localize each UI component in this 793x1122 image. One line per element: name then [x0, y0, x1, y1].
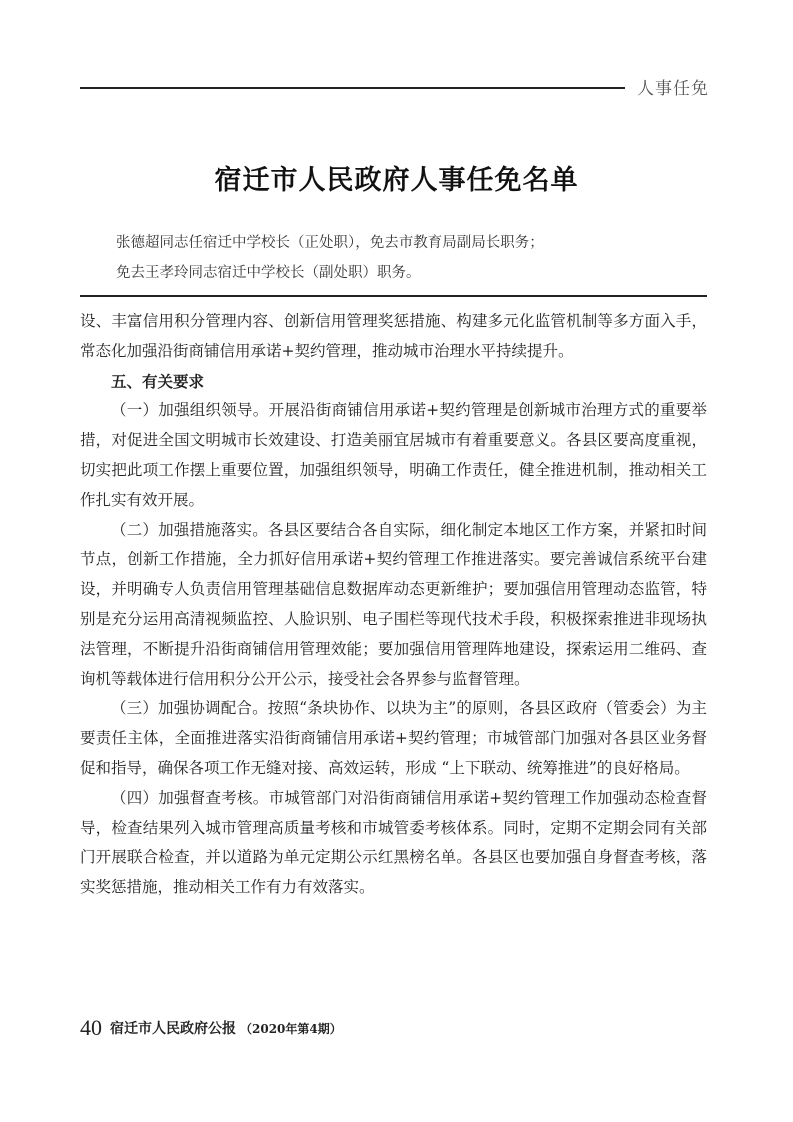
publication-issue: （2020年第4期）: [240, 1021, 342, 1036]
header-rule: [80, 87, 625, 89]
section-tag: 人事任免: [637, 79, 709, 99]
requirement-text: 各县区要结合各自实际，细化制定本地区工作方案，并紧扣时间节点，创新工作措施，全力抓好信用承诺+契约管理工作推进落实。要完善诚信系统平台建设，并明确专人负责信用管理基础信息数据库动态更新维护；要加强信用管理动态监管，特别是充分运用高清视频监控、人脸识别、电子围栏等现代技术手段，积极探索推进非现场执法管理，不断提升沿街商铺信用管理效能；要加强信用管理阵地建设，探索运用二维码、查询机等载体进行信用积分公开公示，接受社会各界参与监督管理。: [80, 520, 707, 688]
appointment-line: 张德超同志任宿迁中学校长（正处职），免去市教育局副局长职务；: [116, 235, 544, 251]
requirement-paragraph: [80, 784, 707, 903]
page-number: 40: [80, 1015, 102, 1040]
appointment-list: [116, 228, 716, 288]
requirement-text: 开展沿街商铺信用承诺+契约管理是创新城市治理方式的重要举措，对促进全国文明城市长效建设、打造美丽宜居城市有着重要意义。各县区要高度重视，切实把此项工作摆上重要位置，加强组织领导，明确工作责任，健全推进机制，推动相关工作扎实有效开展。: [80, 401, 707, 509]
requirement-paragraph: [80, 694, 707, 783]
requirement-paragraph: [80, 396, 707, 515]
requirement-lead: （三）加强协调配合。: [111, 699, 268, 718]
continuation-paragraph: 设、丰富信用积分管理内容、创新信用管理奖惩措施、构建多元化监管机制等多方面入手，常态化加强沿街商铺信用承诺+契约管理，推动城市治理水平持续提升。: [80, 312, 707, 360]
article-body: [80, 307, 707, 903]
requirement-text: 按照“条块协作、以块为主”的原则，各县区政府（管委会）为主要责任主体，全面推进落实沿街商铺信用承诺+契约管理；市城管部门加强对各县区业务督促和指导，确保各项工作无缝对接、高效运转，形成 “上下联动、统筹推进”的良好格局。: [80, 699, 707, 777]
requirement-lead: （二）加强措施落实。: [111, 520, 268, 539]
requirement-text: 市城管部门对沿街商铺信用承诺+契约管理工作加强动态检查督导，检查结果列入城市管理高质量考核和市城管委考核体系。同时，定期不定期会同有关部门开展联合检查，并以道路为单元定期公示红黑榜名单。各县区也要加强自身督查考核，落实奖惩措施，推动相关工作有力有效落实。: [80, 788, 707, 897]
requirement-lead: （四）加强督查考核。: [111, 788, 269, 807]
appointment-line: 免去王孝玲同志宿迁中学校长（副处职）职务。: [116, 265, 421, 281]
publication-name: 宿迁市人民政府公报: [110, 1021, 236, 1037]
document-title: 宿迁市人民政府人事任免名单: [214, 165, 579, 196]
requirement-lead: （一）加强组织领导。: [111, 401, 269, 420]
section-heading: 五、有关要求: [111, 371, 205, 391]
section-divider: [80, 295, 707, 297]
page-footer: [80, 1015, 342, 1041]
requirement-paragraph: [80, 516, 707, 695]
